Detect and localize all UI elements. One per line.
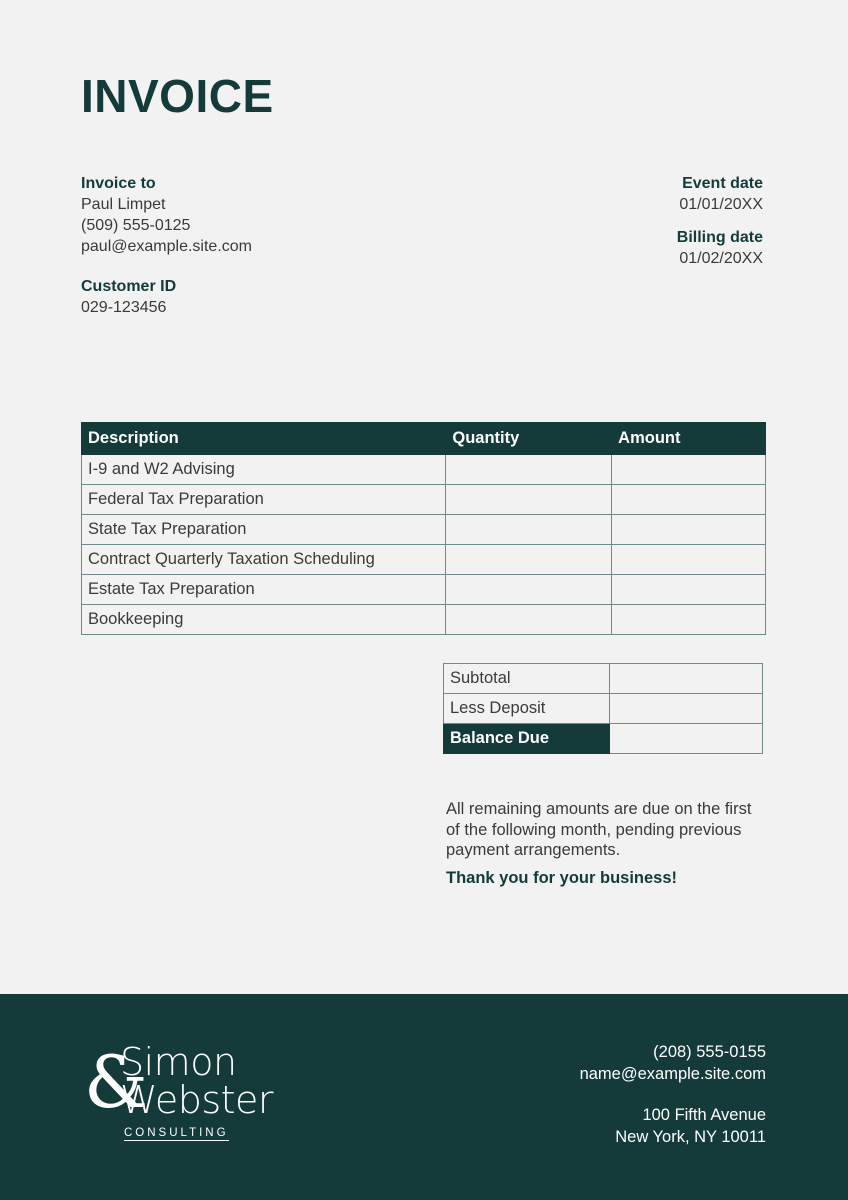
item-quantity [446, 515, 612, 545]
company-address-line2: New York, NY 10011 [615, 1127, 766, 1146]
company-phone: (208) 555-0155 [653, 1043, 766, 1061]
item-description: Estate Tax Preparation [82, 575, 446, 605]
balance-due-label: Balance Due [444, 724, 610, 754]
subtotal-label: Subtotal [444, 664, 610, 694]
item-description: State Tax Preparation [82, 515, 446, 545]
invoice-to-label: Invoice to [81, 175, 156, 192]
event-date-value: 01/01/20XX [679, 196, 763, 213]
logo-line1: Simon [120, 1040, 237, 1084]
invoice-title: INVOICE [81, 70, 274, 122]
item-amount [612, 455, 766, 485]
table-row [82, 455, 766, 485]
client-name: Paul Limpet [81, 196, 166, 213]
totals-table [443, 663, 763, 754]
item-quantity [446, 605, 612, 635]
dates-block [513, 174, 763, 269]
balance-due-value [609, 724, 762, 754]
item-quantity [446, 455, 612, 485]
table-row [82, 515, 766, 545]
logo-subtitle: CONSULTING [124, 1127, 229, 1139]
subtotal-value [609, 664, 762, 694]
client-email: paul@example.site.com [81, 238, 252, 255]
item-amount [612, 545, 766, 575]
table-row [82, 545, 766, 575]
items-header-row [82, 423, 766, 455]
item-quantity [446, 545, 612, 575]
deposit-label: Less Deposit [444, 694, 610, 724]
item-description: Federal Tax Preparation [82, 485, 446, 515]
logo-ampersand: & [84, 1040, 149, 1124]
thank-you-message: Thank you for your business! [446, 869, 678, 887]
billing-date-value: 01/02/20XX [679, 250, 763, 267]
billing-date-label: Billing date [676, 229, 763, 246]
customer-id-label: Customer ID [81, 278, 177, 295]
header-quantity: Quantity [446, 423, 612, 455]
logo-line2: Webster [120, 1078, 274, 1122]
item-description: I-9 and W2 Advising [82, 455, 446, 485]
table-row [82, 605, 766, 635]
item-amount [612, 515, 766, 545]
item-description: Bookkeeping [82, 605, 446, 635]
item-amount [612, 485, 766, 515]
deposit-value [609, 694, 762, 724]
item-quantity [446, 575, 612, 605]
header-description: Description [82, 423, 446, 455]
company-address-line1: 100 Fifth Avenue [642, 1106, 766, 1124]
item-amount [612, 575, 766, 605]
client-phone: (509) 555-0125 [81, 217, 191, 234]
company-contact [466, 1042, 766, 1148]
table-row [82, 575, 766, 605]
customer-id-block [81, 277, 381, 318]
event-date-label: Event date [682, 175, 763, 192]
company-logo [84, 1040, 284, 1150]
balance-due-row [444, 724, 763, 754]
deposit-row [444, 694, 763, 724]
invoice-to-block [81, 174, 381, 257]
customer-id-value: 029-123456 [81, 299, 167, 316]
company-email: name@example.site.com [579, 1064, 766, 1083]
payment-note: All remaining amounts are due on the first of the following month, pending previous payment arrangements. [446, 800, 752, 859]
items-table [81, 422, 766, 635]
footer [0, 994, 848, 1200]
table-row [82, 485, 766, 515]
item-quantity [446, 485, 612, 515]
subtotal-row [444, 664, 763, 694]
item-description: Contract Quarterly Taxation Scheduling [82, 545, 446, 575]
header-amount: Amount [612, 423, 766, 455]
item-amount [612, 605, 766, 635]
